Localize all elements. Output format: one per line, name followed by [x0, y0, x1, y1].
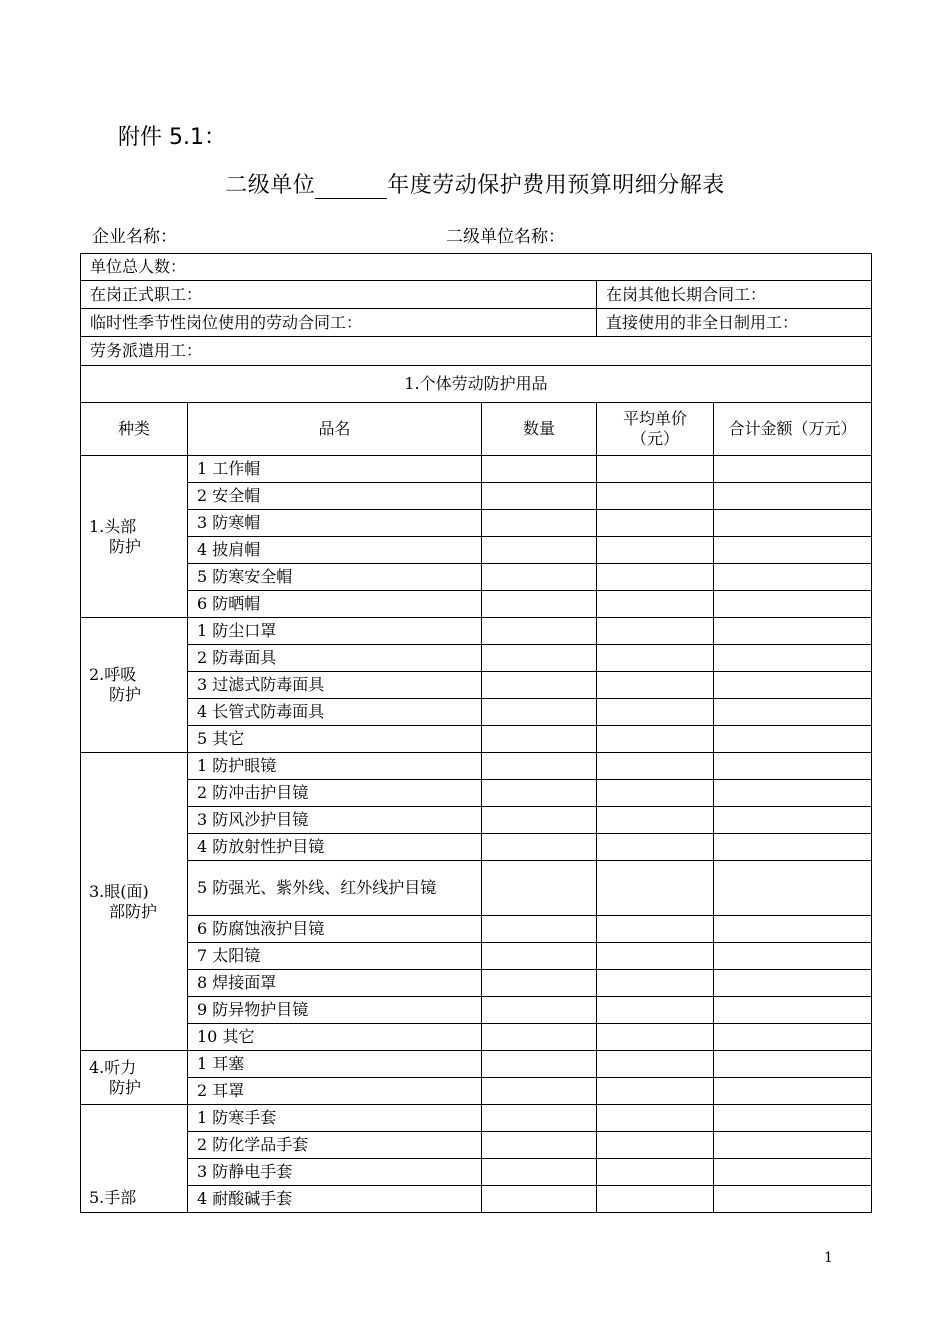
category-name-line2: 部防护	[109, 901, 158, 921]
total-amount-cell	[714, 1186, 872, 1213]
unit-price-cell	[597, 618, 714, 645]
unit-price-cell	[597, 1024, 714, 1051]
total-amount-cell	[714, 1078, 872, 1105]
info-row-formal	[81, 281, 872, 309]
category-name-line1: 5.手部	[89, 1188, 137, 1207]
unit-price-cell	[597, 807, 714, 834]
total-amount-cell	[714, 1132, 872, 1159]
item-name-cell: 4 披肩帽	[188, 537, 482, 564]
total-amount-cell	[714, 645, 872, 672]
page-number: 1	[824, 1250, 833, 1266]
total-amount-cell	[714, 564, 872, 591]
item-name-cell: 8 焊接面罩	[188, 970, 482, 997]
unit-price-cell	[597, 483, 714, 510]
item-name-cell: 5 其它	[188, 726, 482, 753]
table-row	[81, 753, 872, 780]
table-row	[81, 483, 872, 510]
item-name-cell: 10 其它	[188, 1024, 482, 1051]
total-amount-cell	[714, 483, 872, 510]
total-amount-cell	[714, 943, 872, 970]
item-name-cell: 1 防寒手套	[188, 1105, 482, 1132]
table-row	[81, 970, 872, 997]
quantity-cell	[482, 483, 597, 510]
unit-price-cell	[597, 537, 714, 564]
quantity-cell	[482, 699, 597, 726]
quantity-cell	[482, 753, 597, 780]
item-name-cell: 5 防寒安全帽	[188, 564, 482, 591]
col-header-quantity: 数量	[482, 403, 597, 456]
unit-price-cell	[597, 753, 714, 780]
category-cell	[81, 456, 188, 618]
table-row	[81, 564, 872, 591]
unit-price-cell	[597, 943, 714, 970]
unit-price-cell	[597, 591, 714, 618]
quantity-cell	[482, 916, 597, 943]
quantity-cell	[482, 456, 597, 483]
info-row-seasonal	[81, 309, 872, 337]
table-row	[81, 1186, 872, 1213]
long-term-contract-label: 在岗其他长期合同工：	[597, 281, 872, 309]
unit-price-cell	[597, 1051, 714, 1078]
table-row	[81, 537, 872, 564]
unit-name-label: 二级单位名称：	[446, 227, 565, 247]
col-header-item: 品名	[188, 403, 482, 456]
info-row-total	[81, 254, 872, 281]
table-row	[81, 1132, 872, 1159]
quantity-cell	[482, 1186, 597, 1213]
unit-price-cell	[597, 510, 714, 537]
table-row	[81, 456, 872, 483]
table-row	[81, 861, 872, 916]
table-row	[81, 1051, 872, 1078]
quantity-cell	[482, 997, 597, 1024]
table-row	[81, 618, 872, 645]
category-cell	[81, 618, 188, 753]
col-header-category: 种类	[81, 403, 188, 456]
table-row	[81, 510, 872, 537]
item-name-cell: 3 过滤式防毒面具	[188, 672, 482, 699]
company-name-label: 企业名称：	[92, 227, 177, 247]
item-name-cell: 6 防晒帽	[188, 591, 482, 618]
category-name-line1: 3.眼(面)	[89, 881, 149, 901]
total-amount-cell	[714, 699, 872, 726]
formal-staff-label: 在岗正式职工：	[81, 281, 597, 309]
dispatch-label: 劳务派遣用工：	[81, 337, 872, 366]
column-header-row	[81, 403, 872, 456]
quantity-cell	[482, 970, 597, 997]
section-title: 1.个体劳动防护用品	[81, 366, 872, 403]
quantity-cell	[482, 537, 597, 564]
total-amount-cell	[714, 1051, 872, 1078]
table-row	[81, 807, 872, 834]
table-row	[81, 1078, 872, 1105]
item-name-cell: 4 防放射性护目镜	[188, 834, 482, 861]
title-prefix: 二级单位	[225, 173, 316, 198]
total-amount-cell	[714, 753, 872, 780]
item-name-cell: 1 耳塞	[188, 1051, 482, 1078]
item-name-cell: 1 防尘口罩	[188, 618, 482, 645]
item-name-cell: 7 太阳镜	[188, 943, 482, 970]
unit-price-cell	[597, 970, 714, 997]
year-blank	[315, 172, 387, 199]
quantity-cell	[482, 1132, 597, 1159]
quantity-cell	[482, 591, 597, 618]
quantity-cell	[482, 1024, 597, 1051]
total-headcount-label: 单位总人数：	[81, 254, 872, 281]
unit-price-cell	[597, 672, 714, 699]
table-row	[81, 726, 872, 753]
table-row	[81, 1159, 872, 1186]
table-row	[81, 591, 872, 618]
unit-price-cell	[597, 1159, 714, 1186]
total-amount-cell	[714, 672, 872, 699]
item-name-cell: 6 防腐蚀液护目镜	[188, 916, 482, 943]
category-cell	[81, 1051, 188, 1105]
total-amount-cell	[714, 1159, 872, 1186]
col-header-unit-price	[597, 403, 714, 456]
item-name-cell: 2 防冲击护目镜	[188, 780, 482, 807]
category-name-line1: 1.头部	[89, 516, 137, 536]
col-header-total: 合计金额（万元）	[714, 403, 872, 456]
item-name-cell: 2 防毒面具	[188, 645, 482, 672]
category-name-line1: 2.呼吸	[89, 665, 137, 684]
table-row	[81, 1105, 872, 1132]
unit-price-cell	[597, 564, 714, 591]
item-name-cell: 5 防强光、紫外线、红外线护目镜	[188, 861, 482, 916]
total-amount-cell	[714, 1105, 872, 1132]
quantity-cell	[482, 943, 597, 970]
table-row	[81, 1024, 872, 1051]
category-cell	[81, 753, 188, 1051]
table-row	[81, 780, 872, 807]
item-name-cell: 3 防风沙护目镜	[188, 807, 482, 834]
unit-price-cell	[597, 1186, 714, 1213]
total-amount-cell	[714, 726, 872, 753]
quantity-cell	[482, 780, 597, 807]
quantity-cell	[482, 1051, 597, 1078]
unit-price-line1: 平均单价	[622, 409, 687, 428]
quantity-cell	[482, 510, 597, 537]
quantity-cell	[482, 1159, 597, 1186]
item-name-cell: 3 防寒帽	[188, 510, 482, 537]
total-amount-cell	[714, 618, 872, 645]
unit-price-cell	[597, 645, 714, 672]
total-amount-cell	[714, 807, 872, 834]
quantity-cell	[482, 672, 597, 699]
table-row	[81, 997, 872, 1024]
item-name-cell: 3 防静电手套	[188, 1159, 482, 1186]
quantity-cell	[482, 1105, 597, 1132]
total-amount-cell	[714, 591, 872, 618]
item-name-cell: 2 耳罩	[188, 1078, 482, 1105]
total-amount-cell	[714, 834, 872, 861]
table-row	[81, 699, 872, 726]
section-row	[81, 366, 872, 403]
table-row	[81, 645, 872, 672]
quantity-cell	[482, 807, 597, 834]
table-row	[81, 672, 872, 699]
total-amount-cell	[714, 780, 872, 807]
total-amount-cell	[714, 510, 872, 537]
unit-price-cell	[597, 916, 714, 943]
unit-price-cell	[597, 1078, 714, 1105]
total-amount-cell	[714, 916, 872, 943]
item-name-cell: 2 安全帽	[188, 483, 482, 510]
category-name-line2: 防护	[109, 685, 142, 704]
item-name-cell: 4 耐酸碱手套	[188, 1186, 482, 1213]
quantity-cell	[482, 1078, 597, 1105]
page-title	[0, 168, 950, 199]
quantity-cell	[482, 564, 597, 591]
table-row	[81, 943, 872, 970]
unit-price-cell	[597, 834, 714, 861]
quantity-cell	[482, 834, 597, 861]
unit-price-cell	[597, 861, 714, 916]
total-amount-cell	[714, 861, 872, 916]
quantity-cell	[482, 618, 597, 645]
category-name-line1: 4.听力	[89, 1057, 137, 1077]
total-amount-cell	[714, 1024, 872, 1051]
quantity-cell	[482, 645, 597, 672]
unit-price-cell	[597, 780, 714, 807]
budget-table	[80, 253, 872, 1213]
table-row	[81, 834, 872, 861]
seasonal-contract-label: 临时性季节性岗位使用的劳动合同工：	[81, 309, 597, 337]
item-name-cell: 4 长管式防毒面具	[188, 699, 482, 726]
item-name-cell: 9 防异物护目镜	[188, 997, 482, 1024]
unit-price-cell	[597, 997, 714, 1024]
item-name-cell: 1 防护眼镜	[188, 753, 482, 780]
total-amount-cell	[714, 456, 872, 483]
title-suffix: 年度劳动保护费用预算明细分解表	[387, 173, 725, 198]
unit-price-cell	[597, 1132, 714, 1159]
total-amount-cell	[714, 537, 872, 564]
total-amount-cell	[714, 970, 872, 997]
unit-price-line2: （元）	[630, 429, 679, 448]
category-name-line2: 防护	[109, 536, 142, 556]
unit-price-cell	[597, 456, 714, 483]
part-time-label: 直接使用的非全日制用工：	[597, 309, 872, 337]
category-name-line2: 防护	[109, 1077, 142, 1097]
unit-price-cell	[597, 699, 714, 726]
unit-price-cell	[597, 1105, 714, 1132]
unit-price-cell	[597, 726, 714, 753]
item-name-cell: 2 防化学品手套	[188, 1132, 482, 1159]
category-cell	[81, 1105, 188, 1213]
table-row	[81, 916, 872, 943]
quantity-cell	[482, 726, 597, 753]
quantity-cell	[482, 861, 597, 916]
attachment-label: 附件 5.1：	[118, 125, 226, 150]
total-amount-cell	[714, 997, 872, 1024]
item-name-cell: 1 工作帽	[188, 456, 482, 483]
info-row-dispatch	[81, 337, 872, 366]
